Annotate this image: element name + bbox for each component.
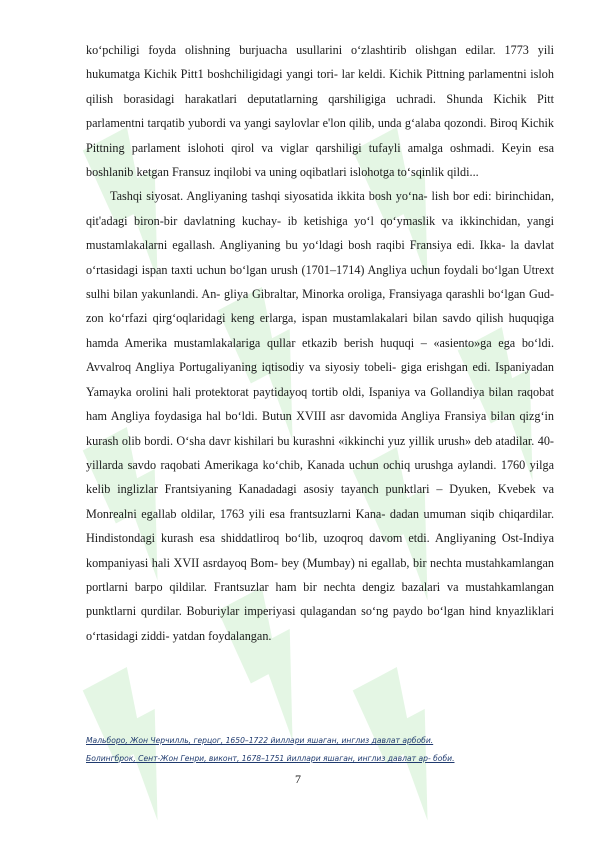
- paragraph-foreign-policy: Tashqi siyosat. Angliyaning tashqi siyosatida ikkita bosh yo‘na- lish bor edi: birinchidan, qit'adagi biron-bir davlatning kuchay- ib ketishiga yo‘l qo‘ymaslik va ikkinchidan, yangi mustamlakalarni egallash. Angliyaning bu yo‘ldagi bosh raqibi Fransiya edi. Ikka- la davlat o‘rtasidagi ispan taxti uchun bo‘lgan urush (1701–1714) Angliya uchun foydali bo‘lgan Utrext sulhi bilan yakunlandi. An- gliya Gibraltar, Minorka oroliga, Fransiyaga qarashli bo‘lgan Gud- zon ko‘rfazi qirg‘oqlaridagi keng erlarga, ispan mustamlakalari bilan savdo qilish huquqiga hamda Amerika mustamlakalariga qullar etkazib berish huquqi – «asiento»ga ega bo‘ldi. Avvalroq Angliya Portugaliyaning iqtisodiy va siyosiy tobeli- giga erishgan edi. Ispaniyadan Yamayka orolini hali protektorat paytidayoq tortib oldi, Ispaniya va Gollandiya bilan raqobat ham Angliya foydasiga hal bo‘ldi. Butun XVIII asr davomida Angliya Fransiya bilan qizg‘in kurash olib bordi. O‘sha davr kishilari bu kurashni «ikkinchi yuz yillik urush» deb atadilar. 40-yillarda savdo raqobati Amerikaga ko‘chib, Kanada uchun ochiq urushga aylandi. 1760 yilga kelib inglizlar Frantsiyaning Kanadadagi asosiy tayanch punktlari – Dyuken, Kvebek va Monrealni egallab oldilar, 1763 yili esa frantsuzlarni Kana- dadan umuman siqib chiqardilar. Hindistondagi kurash esa shiddatliroq bo‘lib, uzoqroq davom etdi. Angliyaning Ost-Indiya kompaniyasi hali XVII asrdayoq Bom- bey (Mumbay) ni egallab, bir nechta mustahkamlangan portlarni barpo qildilar. Frantsuzlar ham bir nechta dengiz bazalari va mustahkamlangan punktlarni qurdilar. Boburiylar imperiyasi qulagandan so‘ng paydo bo‘lgan hind knyazliklari o‘rtasidagi ziddi- yatdan foydalangan.: [86, 189, 554, 643]
- footnote-2: Болингброк, Сент-Жон Генри, виконт, 1678–1751 йиллари яшаган, инглиз давлат ар- боби.: [86, 754, 455, 763]
- footnote-1: Мальборо, Жон Черчилль, герцог, 1650–1722 йиллари яшаган, инглиз давлат арбоби.: [86, 736, 434, 745]
- paragraph-parliament: ko‘pchiligi foyda olishning burjuacha usullarini o‘zlashtirib olishgan edilar. 1773 yili hukumatga Kichik Pitt1 boshchiligidagi yangi tori- lar keldi. Kichik Pittning parlamentni isloh qilish borasidagi harakatlari deputatlarning qarshiligiga uchradi. Shunda Kichik Pitt parlamentni tarqatib yubordi va yangi saylovlar e'lon qilib, unda g‘alaba qozondi. Biroq Kichik Pittning parlament islohoti qirol va viglar qarshiligi tufayli amalga oshmadi. Keyin esa boshlanib ketgan Fransuz inqilobi va uning oqibatlari islohotga to‘sqinlik qildi...: [86, 43, 554, 180]
- watermark-logo-icon: [330, 649, 489, 841]
- watermark-logo-icon: [60, 649, 219, 841]
- page-number: 7: [295, 772, 301, 786]
- body-text: [86, 38, 554, 648]
